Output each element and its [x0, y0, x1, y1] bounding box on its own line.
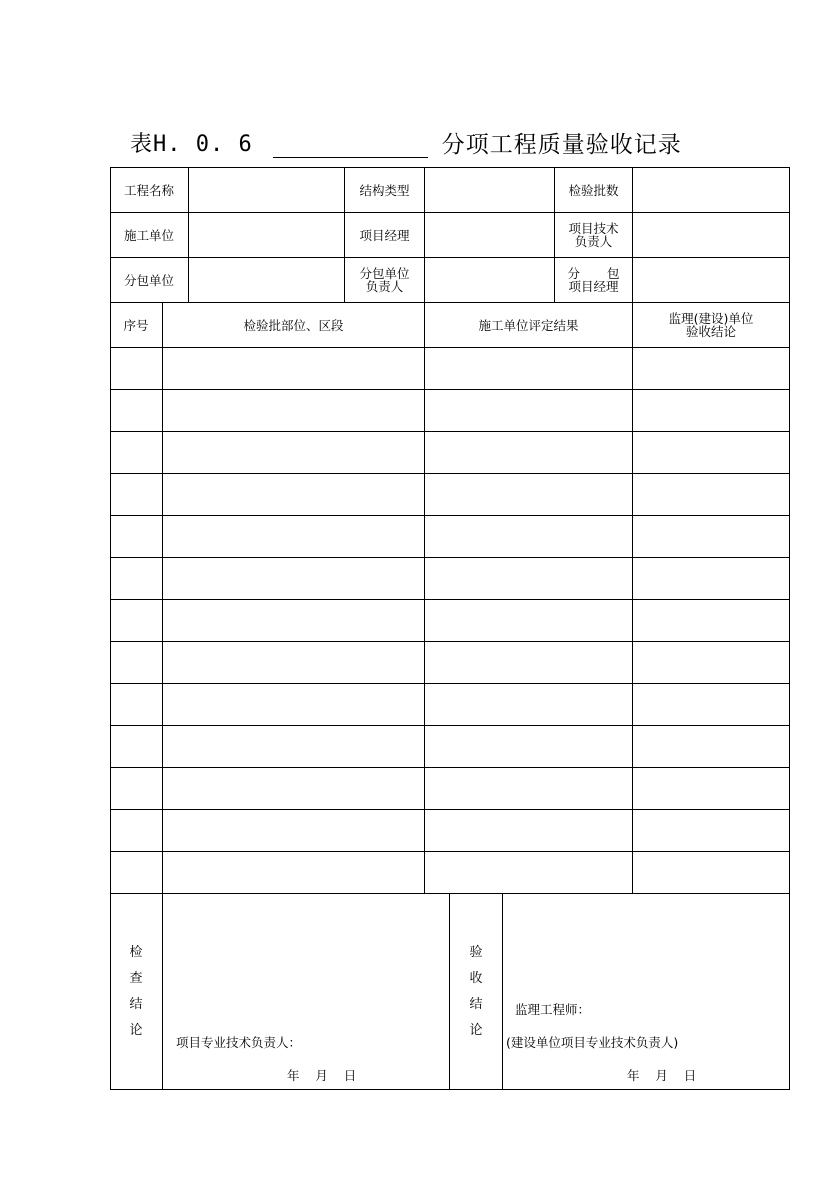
supervision-cell[interactable] — [633, 642, 789, 683]
location-cell[interactable] — [163, 474, 424, 515]
label-contractor: 施工单位 — [123, 227, 174, 243]
location-cell[interactable] — [163, 852, 424, 893]
form-code: 表H. 0. 6 — [130, 131, 253, 157]
contractor-result-cell[interactable] — [425, 768, 632, 809]
location-cell[interactable] — [163, 390, 424, 431]
contractor-result-cell[interactable] — [425, 852, 632, 893]
contractor-result-cell[interactable] — [425, 432, 632, 473]
label-tech-lead-line1: 项目技术 — [568, 221, 619, 236]
check-char-3: 结 — [129, 997, 143, 1012]
label-sub-lead-line1: 分包单位 — [359, 266, 410, 281]
contractor-result-cell[interactable] — [425, 474, 632, 515]
accept-conclusion-field[interactable] — [503, 894, 789, 1000]
label-project-name: 工程名称 — [123, 182, 174, 198]
tech-lead-field[interactable] — [633, 213, 789, 257]
check-char-2: 查 — [129, 971, 143, 986]
contractor-result-cell[interactable] — [425, 726, 632, 767]
accept-char-3: 结 — [469, 997, 483, 1012]
seq-cell[interactable] — [111, 726, 162, 767]
contractor-result-cell[interactable] — [425, 348, 632, 389]
check-conclusion-field[interactable] — [163, 894, 449, 1034]
supervision-cell[interactable] — [633, 432, 789, 473]
sub-lead-field[interactable] — [425, 258, 554, 302]
col-contractor-result: 施工单位评定结果 — [478, 317, 579, 333]
accept-conclusion-label — [450, 940, 502, 1044]
label-sub-lead-line2: 负责人 — [365, 279, 404, 294]
accept-char-1: 验 — [469, 945, 483, 960]
label-tech-lead — [555, 213, 632, 257]
location-cell[interactable] — [163, 432, 424, 473]
supervision-cell[interactable] — [633, 684, 789, 725]
supervision-cell[interactable] — [633, 348, 789, 389]
project-name-field[interactable] — [189, 168, 344, 212]
label-sub-lead — [345, 258, 424, 302]
location-cell[interactable] — [163, 558, 424, 599]
supervision-cell[interactable] — [633, 810, 789, 851]
col-supervision-line2: 验收结论 — [685, 324, 736, 339]
location-cell[interactable] — [163, 726, 424, 767]
label-subcontractor: 分包单位 — [123, 272, 174, 288]
sub-pm-field[interactable] — [633, 258, 789, 302]
accept-engineer: 监理工程师： — [515, 1001, 591, 1017]
project-manager-field[interactable] — [425, 213, 554, 257]
supervision-cell[interactable] — [633, 390, 789, 431]
location-cell[interactable] — [163, 516, 424, 557]
structure-type-field[interactable] — [425, 168, 554, 212]
label-sub-pm-line2: 项目经理 — [568, 279, 619, 294]
seq-cell[interactable] — [111, 390, 162, 431]
seq-cell[interactable] — [111, 348, 162, 389]
label-project-manager: 项目经理 — [359, 227, 410, 243]
check-date: 年 月 日 — [287, 1067, 357, 1083]
supervision-cell[interactable] — [633, 768, 789, 809]
supervision-cell[interactable] — [633, 558, 789, 599]
location-cell[interactable] — [163, 600, 424, 641]
supervision-cell[interactable] — [633, 726, 789, 767]
accept-date: 年 月 日 — [627, 1067, 697, 1083]
supervision-cell[interactable] — [633, 600, 789, 641]
seq-cell[interactable] — [111, 852, 162, 893]
label-sub-pm-char2: 包 — [606, 266, 620, 281]
location-cell[interactable] — [163, 768, 424, 809]
contractor-result-cell[interactable] — [425, 516, 632, 557]
col-supervision-line1: 监理(建设)单位 — [668, 311, 754, 326]
seq-cell[interactable] — [111, 558, 162, 599]
label-structure-type: 结构类型 — [359, 182, 410, 198]
accept-owner: (建设单位项目专业技术负责人) — [506, 1034, 679, 1050]
col-seq: 序号 — [123, 317, 149, 333]
contractor-result-cell[interactable] — [425, 684, 632, 725]
contractor-result-cell[interactable] — [425, 558, 632, 599]
accept-char-4: 论 — [469, 1023, 483, 1038]
contractor-result-cell[interactable] — [425, 600, 632, 641]
contractor-field[interactable] — [189, 213, 344, 257]
seq-cell[interactable] — [111, 474, 162, 515]
accept-char-2: 收 — [469, 971, 483, 986]
location-cell[interactable] — [163, 642, 424, 683]
contractor-result-cell[interactable] — [425, 390, 632, 431]
batch-count-field[interactable] — [633, 168, 789, 212]
check-conclusion-label — [110, 940, 162, 1044]
location-cell[interactable] — [163, 810, 424, 851]
check-char-1: 检 — [129, 945, 143, 960]
supervision-cell[interactable] — [633, 852, 789, 893]
seq-cell[interactable] — [111, 600, 162, 641]
subcontractor-field[interactable] — [189, 258, 344, 302]
location-cell[interactable] — [163, 348, 424, 389]
col-location: 检验批部位、区段 — [243, 317, 344, 333]
seq-cell[interactable] — [111, 684, 162, 725]
check-char-4: 论 — [129, 1023, 143, 1038]
label-sub-pm — [555, 258, 632, 302]
seq-cell[interactable] — [111, 810, 162, 851]
supervision-cell[interactable] — [633, 474, 789, 515]
label-sub-pm-char1: 分 — [567, 266, 581, 281]
label-tech-lead-line2: 负责人 — [574, 234, 613, 249]
seq-cell[interactable] — [111, 768, 162, 809]
contractor-result-cell[interactable] — [425, 810, 632, 851]
seq-cell[interactable] — [111, 432, 162, 473]
seq-cell[interactable] — [111, 516, 162, 557]
check-signer: 项目专业技术负责人： — [176, 1034, 302, 1050]
seq-cell[interactable] — [111, 642, 162, 683]
form-name: 分项工程质量验收记录 — [441, 131, 682, 158]
col-supervision — [633, 303, 789, 347]
label-batch-count: 检验批数 — [568, 182, 619, 198]
supervision-cell[interactable] — [633, 516, 789, 557]
location-cell[interactable] — [163, 684, 424, 725]
contractor-result-cell[interactable] — [425, 642, 632, 683]
